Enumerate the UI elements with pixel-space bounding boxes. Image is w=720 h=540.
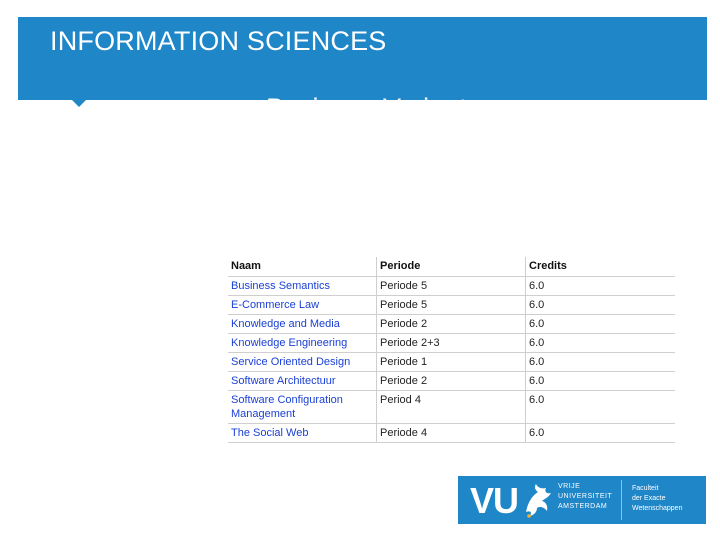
course-name-link[interactable]: Knowledge and Media: [228, 315, 377, 334]
column-header-name: Naam: [228, 257, 377, 277]
faculty-name: [632, 484, 682, 514]
course-credits: 6.0: [526, 372, 676, 391]
course-credits: 6.0: [526, 334, 676, 353]
faculty-name-line: Faculteit: [632, 485, 659, 492]
course-period: Periode 2+3: [377, 334, 526, 353]
course-credits: 6.0: [526, 315, 676, 334]
slide-title: INFORMATION SCIENCES: [50, 26, 387, 56]
course-name-link[interactable]: Software Architectuur: [228, 372, 377, 391]
faculty-name-line: der Exacte: [632, 495, 666, 502]
vu-wordmark: VU: [470, 480, 519, 521]
university-name-line: VRIJE: [558, 483, 581, 490]
mandatory-courses-table-frame: [25, 118, 485, 230]
course-period: Periode 5: [377, 277, 526, 296]
course-period: Periode 4: [377, 424, 526, 443]
course-period: Periode 2: [377, 315, 526, 334]
slide-subtitle: Business Variant: [266, 93, 467, 123]
table-row: [228, 315, 675, 334]
table-header-row: [228, 257, 675, 277]
course-credits: 6.0: [526, 424, 676, 443]
table-row: [228, 296, 675, 315]
course-name-link[interactable]: E-Commerce Law: [228, 296, 377, 315]
course-credits: 6.0: [526, 391, 676, 424]
column-header-period: Periode: [377, 257, 526, 277]
course-credits: 6.0: [526, 277, 676, 296]
course-name-link[interactable]: Business Semantics: [228, 277, 377, 296]
logo-divider: [621, 480, 622, 520]
course-name-link[interactable]: Service Oriented Design: [228, 353, 377, 372]
university-name: [558, 482, 612, 512]
table-row: [228, 277, 675, 296]
table-row: [228, 353, 675, 372]
course-period: Period 4: [377, 391, 526, 424]
faculty-name-line: Wetenschappen: [632, 505, 683, 512]
table-row: [228, 424, 675, 443]
table-row: [228, 372, 675, 391]
vu-logo: [458, 476, 706, 524]
table-row: [228, 334, 675, 353]
university-name-line: UNIVERSITEIT: [558, 493, 613, 500]
griffin-icon: [520, 482, 554, 518]
university-name-line: AMSTERDAM: [558, 503, 608, 510]
course-period: Periode 5: [377, 296, 526, 315]
course-period: Periode 1: [377, 353, 526, 372]
course-credits: 6.0: [526, 353, 676, 372]
table-row: [228, 391, 675, 424]
course-credits: 6.0: [526, 296, 676, 315]
column-header-credits: Credits: [526, 257, 676, 277]
title-banner: [18, 17, 707, 123]
course-period: Periode 2: [377, 372, 526, 391]
course-name-link[interactable]: Knowledge Engineering: [228, 334, 377, 353]
elective-courses-table: [228, 257, 675, 443]
course-name-link[interactable]: Software Configuration Management: [228, 391, 377, 424]
course-name-link[interactable]: The Social Web: [228, 424, 377, 443]
banner-notch: [72, 100, 86, 107]
